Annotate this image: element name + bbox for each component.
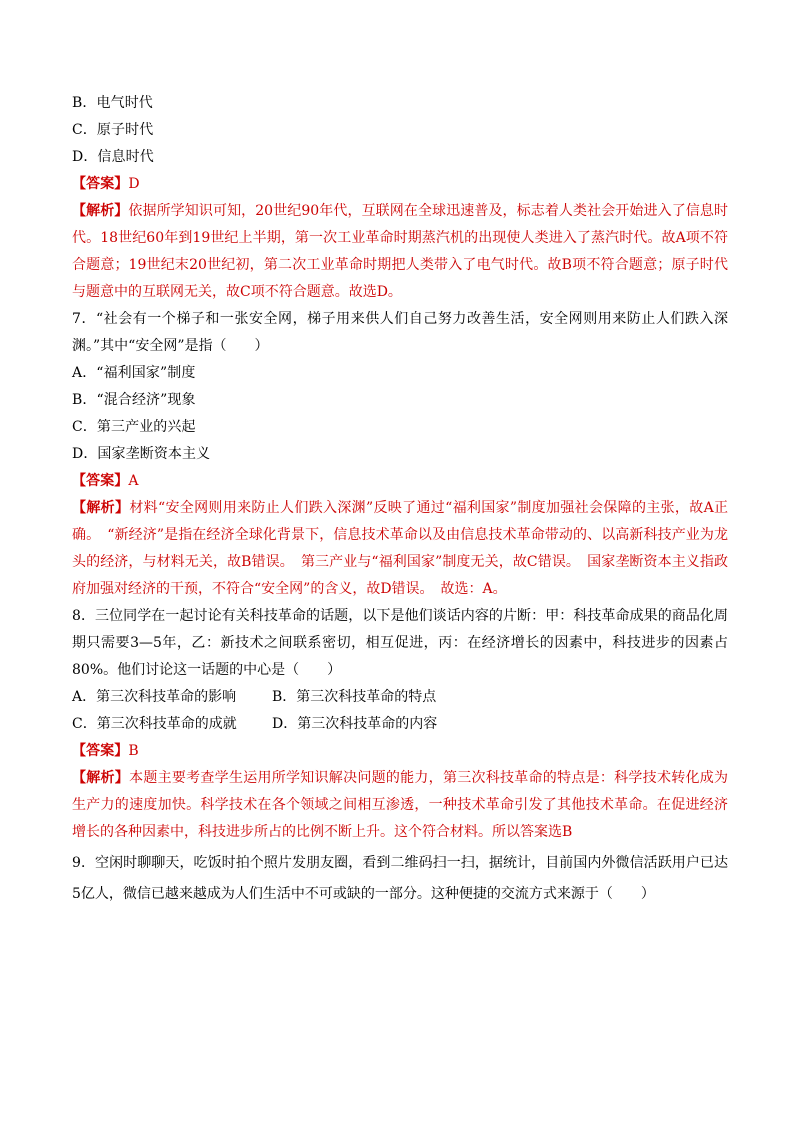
answer-value: D	[128, 176, 140, 192]
answer-tag: 【答案】	[72, 743, 129, 759]
q6-analysis	[72, 198, 728, 306]
q8-options-row-1	[72, 684, 728, 711]
q9-stem: 9．空闲时聊聊天，吃饭时拍个照片发朋友圈，看到二维码扫一扫，据统计，目前国内外微信活跃用户已达5亿人，微信已越来越成为人们生活中不可或缺的一部分。这种便捷的交流方式来源于（ ）	[72, 855, 728, 902]
q8-stem: 8．三位同学在一起讨论有关科技革命的话题，以下是他们谈话内容的片断：甲：科技革命成果的商品化周期只需要3—5年，乙：新技术之间联系密切，相互促进，丙：在经济增长的因素中，科技进步的因素占80%。他们讨论这一话题的中心是（ ）	[72, 608, 728, 678]
analysis-tag: 【解析】	[72, 500, 130, 516]
q7-stem: 7．“社会有一个梯子和一张安全网，梯子用来供人们自己努力改善生活，安全网则用来防止人们跌入深渊。”其中“安全网”是指（ ）	[72, 311, 728, 354]
answer-tag: 【答案】	[72, 176, 129, 192]
q7-option-c: C．第三产业的兴起	[72, 419, 196, 435]
q8-option-b: B．第三次科技革命的特点	[272, 689, 437, 705]
analysis-text: 依据所学知识可知，20世纪90年代，互联网在全球迅速普及，标志着人类社会开始进入了信息时代。18世纪60年到19世纪上半期，第一次工业革命时期蒸汽机的出现使人类进入了蒸汽时代。故A项不符合题意；19世纪末20世纪初，第二次工业革命时期把人类带入了电气时代。故B项不符合题意；原子时代与题意中的互联网无关，故C项不符合题意。故选D。	[72, 203, 728, 300]
answer-value: B	[128, 743, 139, 759]
q7-option-a: A．“福利国家”制度	[72, 365, 196, 381]
q8-analysis	[72, 765, 728, 846]
answer-value: A	[128, 473, 139, 489]
q8-option-d: D．第三次科技革命的内容	[272, 716, 438, 732]
q6-option-b: B．电气时代	[72, 95, 153, 111]
q6-option-d: D．信息时代	[72, 149, 154, 165]
document-page	[72, 90, 728, 910]
q7-option-d: D．国家垄断资本主义	[72, 446, 211, 462]
q8-option-a: A．第三次科技革命的影响	[72, 689, 237, 705]
q7-answer	[72, 468, 728, 495]
q8-answer	[72, 738, 728, 765]
answer-tag: 【答案】	[72, 473, 129, 489]
q7-option-b: B．“混合经济”现象	[72, 392, 196, 408]
q8-option-c: C．第三次科技革命的成就	[72, 716, 237, 732]
q6-answer	[72, 171, 728, 198]
analysis-text: 材料“安全网则用来防止人们跌入深渊”反映了通过“福利国家”制度加强社会保障的主张，故A正确。 “新经济”是指在经济全球化背景下，信息技术革命以及由信息技术革命带动的、以高新科技产业为龙头的经济，与材料无关，故B错误。 第三产业与“福利国家”制度无关，故C错误。 国家垄断资本主义指政府加强对经济的干预，不符合“安全网”的含义，故D错误。 故选：A。	[72, 500, 729, 597]
q7-analysis	[72, 495, 728, 603]
analysis-text: 本题主要考查学生运用所学知识解决问题的能力，第三次科技革命的特点是：科学技术转化成为生产力的速度加快。科学技术在各个领域之间相互渗透，一种技术革命引发了其他技术革命。在促进经济增长的各种因素中，科技进步所占的比例不断上升。这个符合材料。所以答案选B	[72, 770, 729, 840]
q6-option-c: C．原子时代	[72, 122, 154, 138]
q8-options-row-2	[72, 711, 728, 738]
analysis-tag: 【解析】	[72, 203, 129, 219]
analysis-tag: 【解析】	[72, 770, 130, 786]
